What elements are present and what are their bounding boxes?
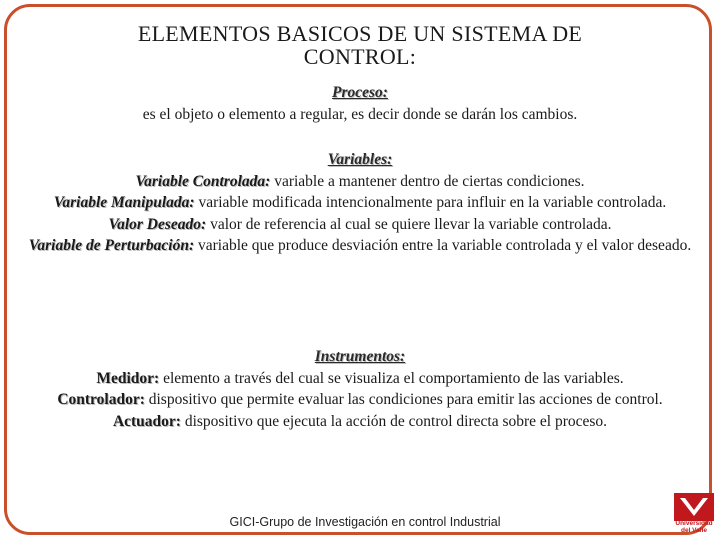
instrument-term: Actuador: — [112, 412, 181, 430]
variable-item — [8, 235, 712, 257]
variable-desc: variable modificada intencionalmente para influir en la variable controlada. — [194, 194, 667, 211]
instrument-item — [20, 368, 700, 390]
logo-text — [668, 520, 720, 534]
instrumentos-section — [20, 346, 700, 432]
instrument-item — [20, 411, 700, 433]
instrument-desc: dispositivo que ejecuta la acción de control directa sobre el proceso. — [180, 412, 608, 430]
variable-desc: variable a mantener dentro de ciertas condiciones. — [270, 172, 585, 190]
proceso-section — [20, 82, 700, 125]
variable-term: Valor Deseado: — [108, 215, 207, 233]
variable-term: Variable Manipulada: — [53, 194, 195, 211]
variable-term: Variable Controlada: — [135, 172, 271, 190]
variables-heading: Variables: — [327, 151, 393, 168]
title-line-1: ELEMENTOS BASICOS DE UN SISTEMA DE — [137, 21, 583, 46]
variable-item — [20, 192, 700, 214]
variable-term: Variable de Perturbación: — [28, 237, 195, 254]
footer-text: GICI-Grupo de Investigación en control Industrial — [229, 515, 501, 529]
proceso-text: es el objeto o elemento a regular, es decir donde se darán los cambios. — [142, 105, 578, 123]
instrument-desc: dispositivo que permite evaluar las condiciones para emitir las acciones de control. — [144, 391, 663, 408]
title-line-2: CONTROL: — [303, 44, 417, 69]
logo-line-1: Universidad — [675, 520, 713, 527]
proceso-heading: Proceso: — [332, 84, 388, 101]
logo-line-2: del Valle — [680, 527, 708, 534]
slide-title — [0, 22, 720, 68]
instrument-term: Medidor: — [96, 369, 160, 387]
variable-desc: variable que produce desviación entre la variable controlada y el valor deseado. — [194, 237, 692, 254]
variable-item — [20, 171, 700, 193]
instrument-item — [20, 389, 700, 411]
variable-desc: valor de referencia al cual se quiere llevar la variable controlada. — [206, 215, 612, 233]
instrumentos-heading: Instrumentos: — [314, 348, 406, 365]
variables-section — [20, 149, 700, 257]
instrument-term: Controlador: — [57, 391, 145, 408]
instrument-desc: elemento a través del cual se visualiza el comportamiento de las variables. — [159, 369, 624, 387]
variable-item — [20, 214, 700, 236]
